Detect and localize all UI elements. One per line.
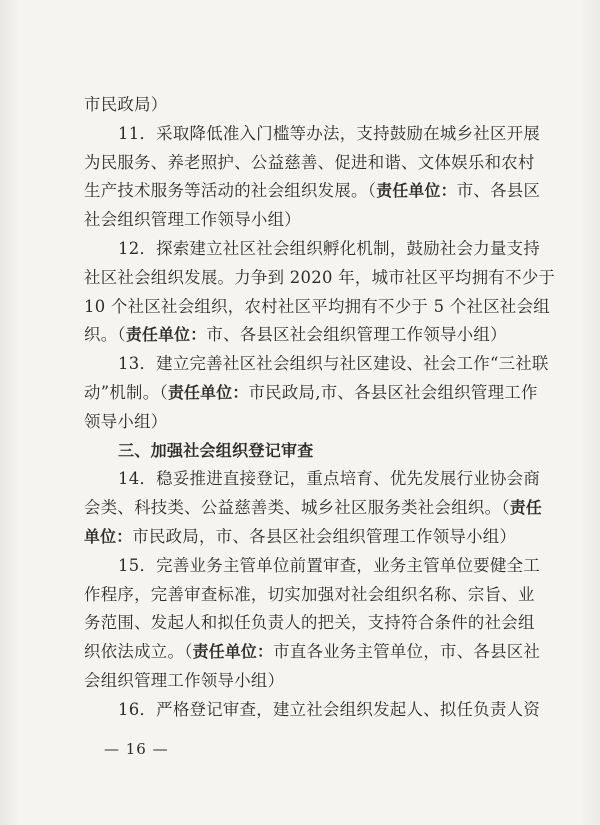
text-line: [84, 350, 549, 379]
bold-label: 责任单位：: [167, 382, 249, 402]
text-segment: 市、各县区: [456, 181, 541, 201]
text-segment: 作程序，完善审查标准，切实加强对社会组织名称、宗旨、业: [84, 584, 535, 604]
text-line: [84, 91, 512, 120]
text-line: [84, 379, 538, 408]
text-segment: 织。（: [84, 325, 126, 345]
text-line: [84, 321, 512, 350]
text-line: [84, 552, 541, 581]
document-body: [84, 91, 556, 725]
text-line: [84, 609, 535, 638]
text-line: [84, 667, 512, 696]
text-segment: 15．完善业务主管单位前置审查，业务主管单位要健全工: [118, 555, 541, 575]
text-segment: 社区社会组织发展。力争到 2020 年，城市社区平均拥有不少于: [84, 267, 556, 287]
text-segment: 为民服务、养老照护、公益慈善、促进和谐、文体娱乐和农村: [84, 152, 535, 172]
text-segment: 会组织管理工作领导小组）: [84, 670, 285, 690]
text-segment: 动”机制。（: [84, 382, 168, 402]
text-segment: 市直各业务主管单位，市、各县区社: [273, 642, 541, 662]
text-segment: 12．探索建立社区社会组织孵化机制，鼓励社会力量支持: [118, 238, 541, 258]
text-line: [84, 206, 512, 235]
text-segment: 会类、科技类、公益慈善类、城乡社区服务类社会组织。（: [84, 498, 510, 518]
text-segment: 织依法成立。（: [84, 642, 193, 662]
text-line: [84, 264, 556, 293]
text-line: [84, 581, 535, 610]
text-segment: 11．采取降低准入门槛等办法，支持鼓励在城乡社区开展: [118, 123, 541, 143]
text-line: [84, 408, 512, 437]
text-line: [84, 638, 541, 667]
text-segment: 领导小组）: [84, 411, 168, 431]
text-segment: 务范围、发起人和拟任负责人的把关，支持符合条件的社会组: [84, 613, 535, 633]
text-line: [84, 293, 550, 322]
text-line: [84, 235, 541, 264]
text-segment: 社会组织管理工作领导小组）: [84, 210, 301, 230]
text-line: [84, 696, 541, 725]
text-line: [84, 177, 541, 206]
text-segment: 生产技术服务等活动的社会组织发展。（: [84, 181, 377, 201]
text-line: [84, 523, 517, 552]
text-segment: 10 个社区社会组织，农村社区平均拥有不少于 5 个社区社会组: [84, 296, 550, 316]
text-segment: 市、各县区社会组织管理工作领导小组）: [206, 325, 507, 345]
bold-label: 责任: [509, 498, 542, 518]
text-segment: 14．稳妥推进直接登记，重点培育、优先发展行业协会商: [118, 469, 541, 489]
text-segment: 市民政局，市、各县区社会组织管理工作领导小组）: [132, 526, 517, 546]
bold-label: 责任单位：: [376, 181, 457, 201]
text-segment: 16．严格登记审查，建立社会组织发起人、拟任负责人资: [118, 699, 541, 719]
text-line: [84, 120, 541, 149]
page-number: — 16 —: [104, 740, 169, 758]
bold-label: 责任单位：: [125, 325, 207, 345]
text-line: [84, 494, 542, 523]
text-segment: 市民政局）: [84, 95, 168, 114]
section-heading: [84, 437, 512, 466]
text-segment: 市民政局,市、各县区社会组织管理工作: [248, 382, 538, 402]
bold-label: 单位：: [84, 526, 133, 546]
text-segment: 三、加强社会组织登记审查: [118, 440, 314, 460]
bold-label: 责任单位：: [192, 642, 274, 662]
text-segment: 13．建立完善社区社会组织与社区建设、社会工作“三社联: [118, 354, 549, 374]
text-line: [84, 465, 541, 494]
text-line: [84, 149, 535, 178]
